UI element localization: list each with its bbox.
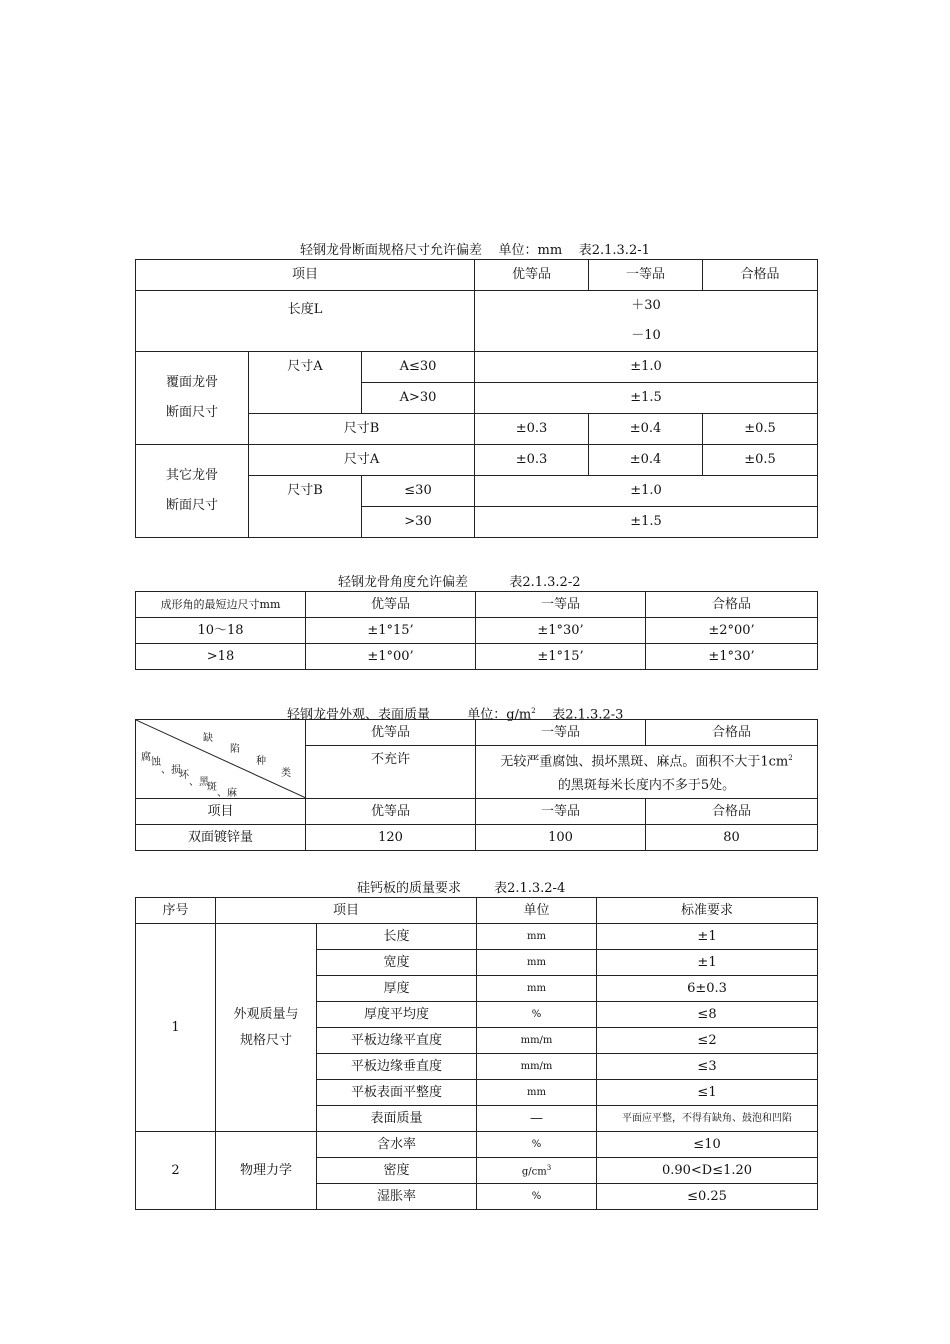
t1-header-grade3: 合格品 (703, 260, 818, 291)
t4-width-unit: mm (477, 950, 597, 976)
t3-diag-bottom-1: 腐 (141, 752, 151, 763)
t4-edge-vertical-std: ≤3 (597, 1054, 818, 1080)
t3-grade23-line1-text: 无较严重腐蚀、损坏黑斑、麻点。面积不大于1cm (500, 754, 789, 770)
t1-other-a-v3: ±0.5 (703, 445, 818, 476)
t4-density-std: 0.90<D≤1.20 (597, 1158, 818, 1184)
t2-header-grade2: 一等品 (476, 592, 646, 618)
t3-grade23-line1 (476, 746, 817, 774)
table4-code: 表2.1.3.2-4 (494, 881, 566, 896)
t4-thickness-avg-std: ≤8 (597, 1002, 818, 1028)
t1-cover-label-line1: 覆面龙骨 (165, 375, 218, 390)
t1-cover-a2-value: ±1.5 (475, 383, 818, 414)
t3-grade23-value (476, 746, 818, 799)
t1-cover-a1: A≤30 (362, 352, 475, 383)
t1-other-b2-value: ±1.5 (475, 507, 818, 538)
t4-thickness-std: 6±0.3 (597, 976, 818, 1002)
t2-row2-grade1: ±1°00’ (306, 644, 476, 670)
t3-diag-bottom-4: 坏 (179, 770, 189, 781)
t3-diag-top-3: 种 (256, 756, 266, 767)
t3-diag-bottom-3: 、损 (161, 765, 181, 776)
table2-code: 表2.1.3.2-2 (509, 575, 581, 590)
t4-width-std: ±1 (597, 950, 818, 976)
table3-unit: 单位：g/m (467, 707, 532, 723)
t2-header-min-side: 成形角的最短边尺寸mm (136, 592, 306, 618)
t1-cover-dim-a: 尺寸A (249, 352, 362, 414)
t4-width-name: 宽度 (317, 950, 477, 976)
table1-code: 表2.1.3.2-1 (578, 243, 650, 258)
table4 (135, 897, 818, 1210)
t1-cover-a1-value: ±1.0 (475, 352, 818, 383)
t2-row1-grade3: ±2°00’ (646, 618, 818, 644)
t3-zinc-grade3: 80 (646, 825, 818, 851)
t1-length-plus: ＋30 (631, 298, 661, 313)
t1-other-label-line2: 断面尺寸 (165, 498, 218, 513)
t4-surface-name: 表面质量 (317, 1106, 477, 1132)
t3-diag-top-4: 类 (281, 768, 291, 779)
t4-flatness-unit: mm (477, 1080, 597, 1106)
t4-density-unit-sup: 3 (546, 1164, 552, 1173)
t4-header-standard: 标准要求 (597, 898, 818, 924)
t1-cover-dim-b: 尺寸B (249, 414, 475, 445)
t3-row-grade2: 一等品 (476, 799, 646, 825)
table3-unit-sup: 2 (531, 707, 536, 715)
t1-other-b1: ≤30 (362, 476, 475, 507)
t1-header-item: 项目 (136, 260, 475, 291)
t4-density-unit-text: g/cm (521, 1166, 547, 1178)
t3-diag-bottom-5: 、黑 (189, 777, 209, 788)
t4-flatness-std: ≤1 (597, 1080, 818, 1106)
t2-row2-grade2: ±1°15’ (476, 644, 646, 670)
t2-row2-grade3: ±1°30’ (646, 644, 818, 670)
t2-header-grade1: 优等品 (306, 592, 476, 618)
t4-density-name: 密度 (317, 1158, 477, 1184)
table2-title: 轻钢龙骨角度允许偏差 (338, 575, 469, 590)
t3-zinc-grade1: 120 (306, 825, 476, 851)
t3-diagonal-line (136, 720, 306, 798)
t1-cover-a2: A>30 (362, 383, 475, 414)
t3-header-grade2: 一等品 (476, 720, 646, 746)
t3-grade23-line2: 的黑斑每米长度内不多于5处。 (557, 778, 736, 794)
t4-thickness-unit: mm (477, 976, 597, 1002)
table1 (135, 259, 818, 538)
t3-diag-top-2: 陷 (230, 744, 240, 755)
t3-row-item: 项目 (136, 799, 306, 825)
t4-group1-no: 1 (136, 924, 216, 1132)
table3-title: 轻钢龙骨外观、表面质量 (287, 707, 431, 723)
t4-group1-label (216, 924, 317, 1132)
t1-length-label: 长度L (136, 291, 475, 352)
t4-edge-straight-name: 平板边缘平直度 (317, 1028, 477, 1054)
t1-other-dim-a: 尺寸A (249, 445, 475, 476)
t4-swelling-name: 湿胀率 (317, 1184, 477, 1210)
t4-moisture-name: 含水率 (317, 1132, 477, 1158)
t1-cover-label (136, 352, 249, 445)
t2-row2-size: >18 (136, 644, 306, 670)
t1-length-minus: －10 (631, 328, 661, 343)
t1-cover-b-v3: ±0.5 (703, 414, 818, 445)
t1-other-dim-b: 尺寸B (249, 476, 362, 538)
t2-header-grade3: 合格品 (646, 592, 818, 618)
table2-caption (338, 574, 581, 592)
t4-header-item: 项目 (216, 898, 477, 924)
t1-length-value (475, 291, 818, 352)
t4-surface-unit: — (477, 1106, 597, 1132)
t4-edge-vertical-name: 平板边缘垂直度 (317, 1054, 477, 1080)
t1-other-b1-value: ±1.0 (475, 476, 818, 507)
t1-cover-b-v2: ±0.4 (589, 414, 703, 445)
t2-row1-size: 10～18 (136, 618, 306, 644)
t1-other-a-v1: ±0.3 (475, 445, 589, 476)
t3-zinc-label: 双面镀锌量 (136, 825, 306, 851)
t1-header-grade2: 一等品 (589, 260, 703, 291)
t4-edge-vertical-unit: mm/m (477, 1054, 597, 1080)
t1-cover-label-line2: 断面尺寸 (165, 405, 218, 420)
t4-length-name: 长度 (317, 924, 477, 950)
t4-edge-straight-unit: mm/m (477, 1028, 597, 1054)
t1-other-b2: >30 (362, 507, 475, 538)
t1-other-label (136, 445, 249, 538)
t2-row1-grade2: ±1°30’ (476, 618, 646, 644)
t4-moisture-unit: % (477, 1132, 597, 1158)
t1-other-a-v2: ±0.4 (589, 445, 703, 476)
t4-swelling-unit: % (477, 1184, 597, 1210)
t4-surface-std: 平面应平整，不得有缺角、鼓泡和凹陷 (597, 1106, 818, 1132)
t4-group2-label: 物理力学 (216, 1132, 317, 1210)
table3-code: 表2.1.3.2-3 (552, 707, 624, 723)
t4-density-unit (477, 1158, 597, 1184)
t4-swelling-std: ≤0.25 (597, 1184, 818, 1210)
t4-flatness-name: 平板表面平整度 (317, 1080, 477, 1106)
t4-header-no: 序号 (136, 898, 216, 924)
t3-diag-bottom-7: 、麻 (217, 788, 237, 799)
t4-length-std: ±1 (597, 924, 818, 950)
t4-moisture-std: ≤10 (597, 1132, 818, 1158)
t3-diag-top-1: 缺 (203, 733, 213, 744)
t1-cover-b-v1: ±0.3 (475, 414, 589, 445)
table1-caption (300, 242, 650, 260)
t4-thickness-avg-name: 厚度平均度 (317, 1002, 477, 1028)
t4-group1-label-line1: 外观质量与 (233, 1006, 299, 1022)
t3-header-grade1: 优等品 (306, 720, 476, 746)
table1-unit: 单位：mm (498, 243, 563, 258)
t1-other-label-line1: 其它龙骨 (165, 468, 218, 483)
t1-header-grade1: 优等品 (475, 260, 589, 291)
table4-caption (357, 880, 565, 898)
t4-header-unit: 单位 (477, 898, 597, 924)
t3-grade23-line1-sup: 2 (788, 754, 793, 762)
t2-row1-grade1: ±1°15’ (306, 618, 476, 644)
t3-diag-bottom-2: 蚀 (151, 757, 161, 768)
t4-group2-no: 2 (136, 1132, 216, 1210)
t3-zinc-grade2: 100 (476, 825, 646, 851)
table4-title: 硅钙板的质量要求 (357, 881, 462, 896)
t3-diagonal-header (136, 720, 306, 799)
table3 (135, 719, 818, 851)
t4-thickness-name: 厚度 (317, 976, 477, 1002)
table1-title: 轻钢龙骨断面规格尺寸允许偏差 (300, 243, 483, 258)
t4-length-unit: mm (477, 924, 597, 950)
table2 (135, 591, 818, 670)
t3-row-grade1: 优等品 (306, 799, 476, 825)
t3-header-grade3: 合格品 (646, 720, 818, 746)
t4-group1-label-line2: 规格尺寸 (239, 1032, 292, 1048)
t4-edge-straight-std: ≤2 (597, 1028, 818, 1054)
t3-row-grade3: 合格品 (646, 799, 818, 825)
t4-thickness-avg-unit: % (477, 1002, 597, 1028)
t3-grade1-value: 不充许 (306, 746, 476, 799)
t3-diag-bottom-6: 斑 (207, 782, 217, 793)
